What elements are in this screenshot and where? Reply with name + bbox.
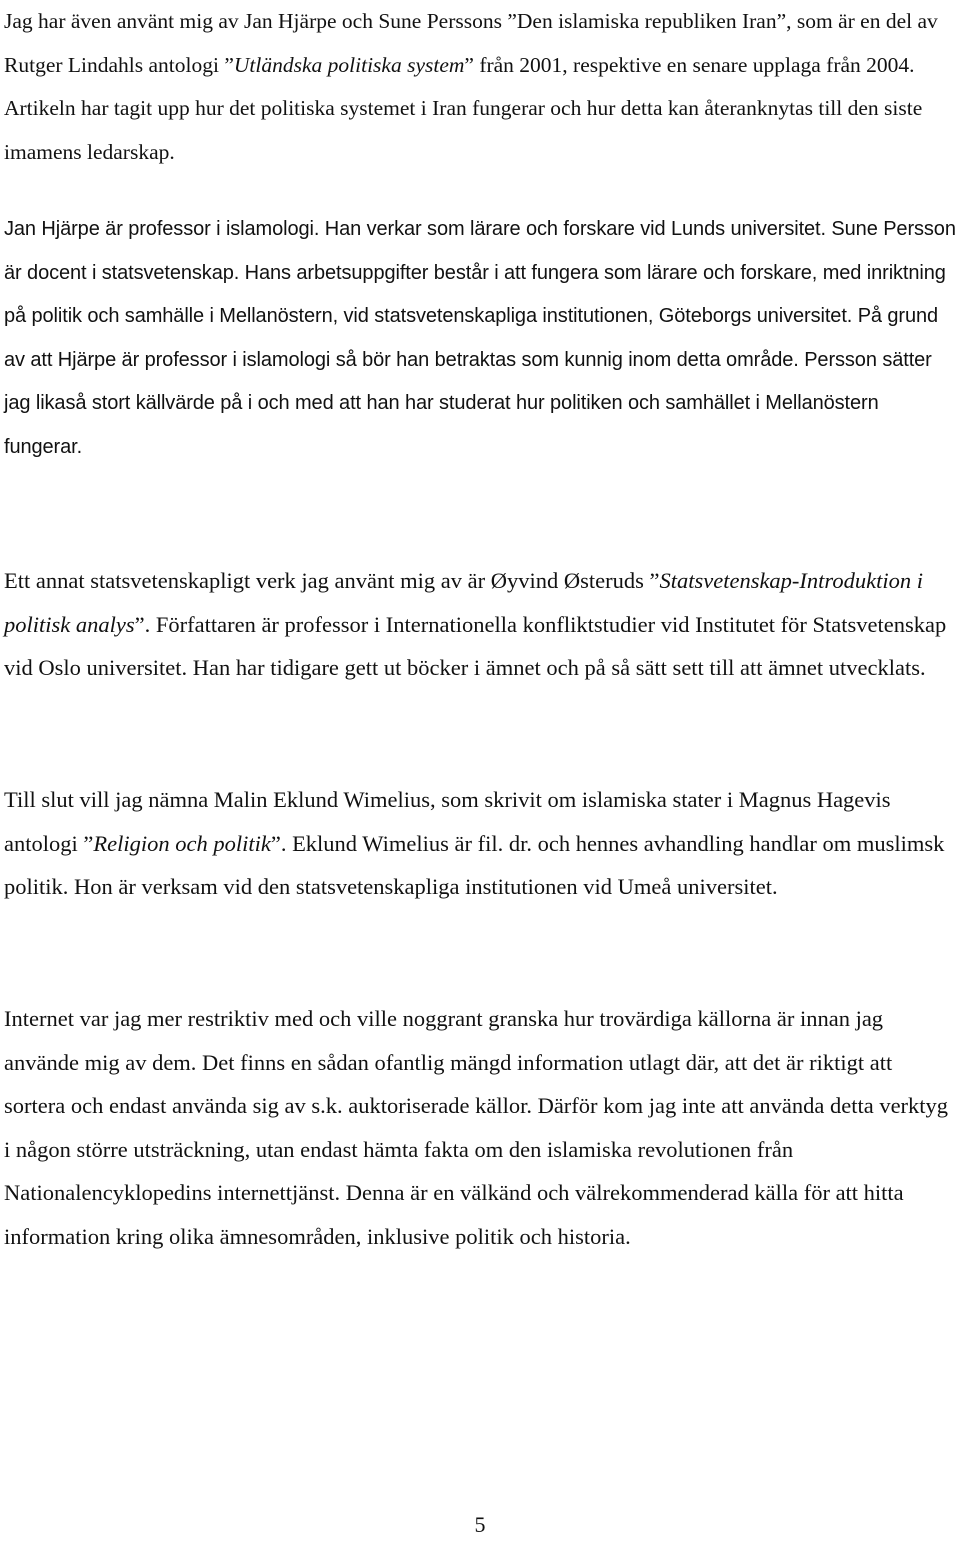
paragraph-osterud [4,559,956,690]
paragraph-text: ” från 2001, respektive en senare upplaga från 2004. Artikeln har tagit upp hur det politiska systemet i Iran fungerar och hur detta kan återanknytas till den siste imamens ledarskap. [4,52,923,164]
paragraph-text: Till slut vill jag nämna Malin Eklund Wimelius, som skrivit om islamiska stater i Magnus Hagevis antologi ” [4,787,891,856]
paragraph-text: Ett annat statsvetenskapligt verk jag använt mig av är Øyvind Østeruds ” [4,568,660,593]
book-title-utlandska-politiska-system: Utländska politiska system [233,52,465,77]
paragraph-text: Jag har även använt mig av Jan Hjärpe och Sune Perssons ”Den islamiska republiken Iran”, som är en del av Rutger Lindahls antologi ” [4,9,938,77]
book-title-religion-och-politik: Religion och politik [93,830,271,856]
book-title-statsvetenskap: Statsvetenskap-Introduktion i politisk analys [4,568,923,637]
paragraph-internet-sources [4,997,956,1258]
paragraph-text: ”. Författaren är professor i Internationella konfliktstudier vid Institutet för Statsvetenskap vid Oslo universitet. Han har tidigare gett ut böcker i ämnet och på så sätt sett till att ämnet utvecklats. [4,611,947,680]
paragraph-text: Internet var jag mer restriktiv med och ville noggrant granska hur trovärdiga källorna är innan jag använde mig av dem. Det finns en sådan ofantlig mängd information utlagt där, att det är riktigt att sortera och endast använda sig av s.k. auktoriserade källor. Därför kom jag inte att använda detta verktyg i någon större utsträckning, utan endast hämta fakta om den islamiska revolutionen från Nationalencyklopedins internettjänst. Denna är en välkänd och välrekommenderad källa för att hitta information kring olika ämnesområden, inklusive politik och historia. [4,1006,949,1249]
paragraph-authors-hjarpe-persson [4,208,956,469]
page-number: 5 [474,1512,486,1537]
paragraph-text: ”. Eklund Wimelius är fil. dr. och hennes avhandling handlar om muslimsk politik. Hon är verksam vid den statsvetenskapliga institutionen vid Umeå universitet. [4,830,945,899]
paragraph-text: Jan Hjärpe är professor i islamologi. Han verkar som lärare och forskare vid Lunds universitet. Sune Persson är docent i statsvetenskap. Hans arbetsuppgifter består i att fungera som lärare och forskare, med inriktning på politik och samhälle i Mellanöstern, vid statsvetenskapliga institutionen, Göteborgs universitet. På grund av att Hjärpe är professor i islamologi så bör han betraktas som kunnig inom detta område. Persson sätter jag likaså stort källvärde på i och med att han har studerat hur politiken och samhället i Mellanöstern fungerar. [4,218,956,458]
paragraph-sources-iran [4,0,956,174]
paragraph-wimelius [4,778,956,909]
